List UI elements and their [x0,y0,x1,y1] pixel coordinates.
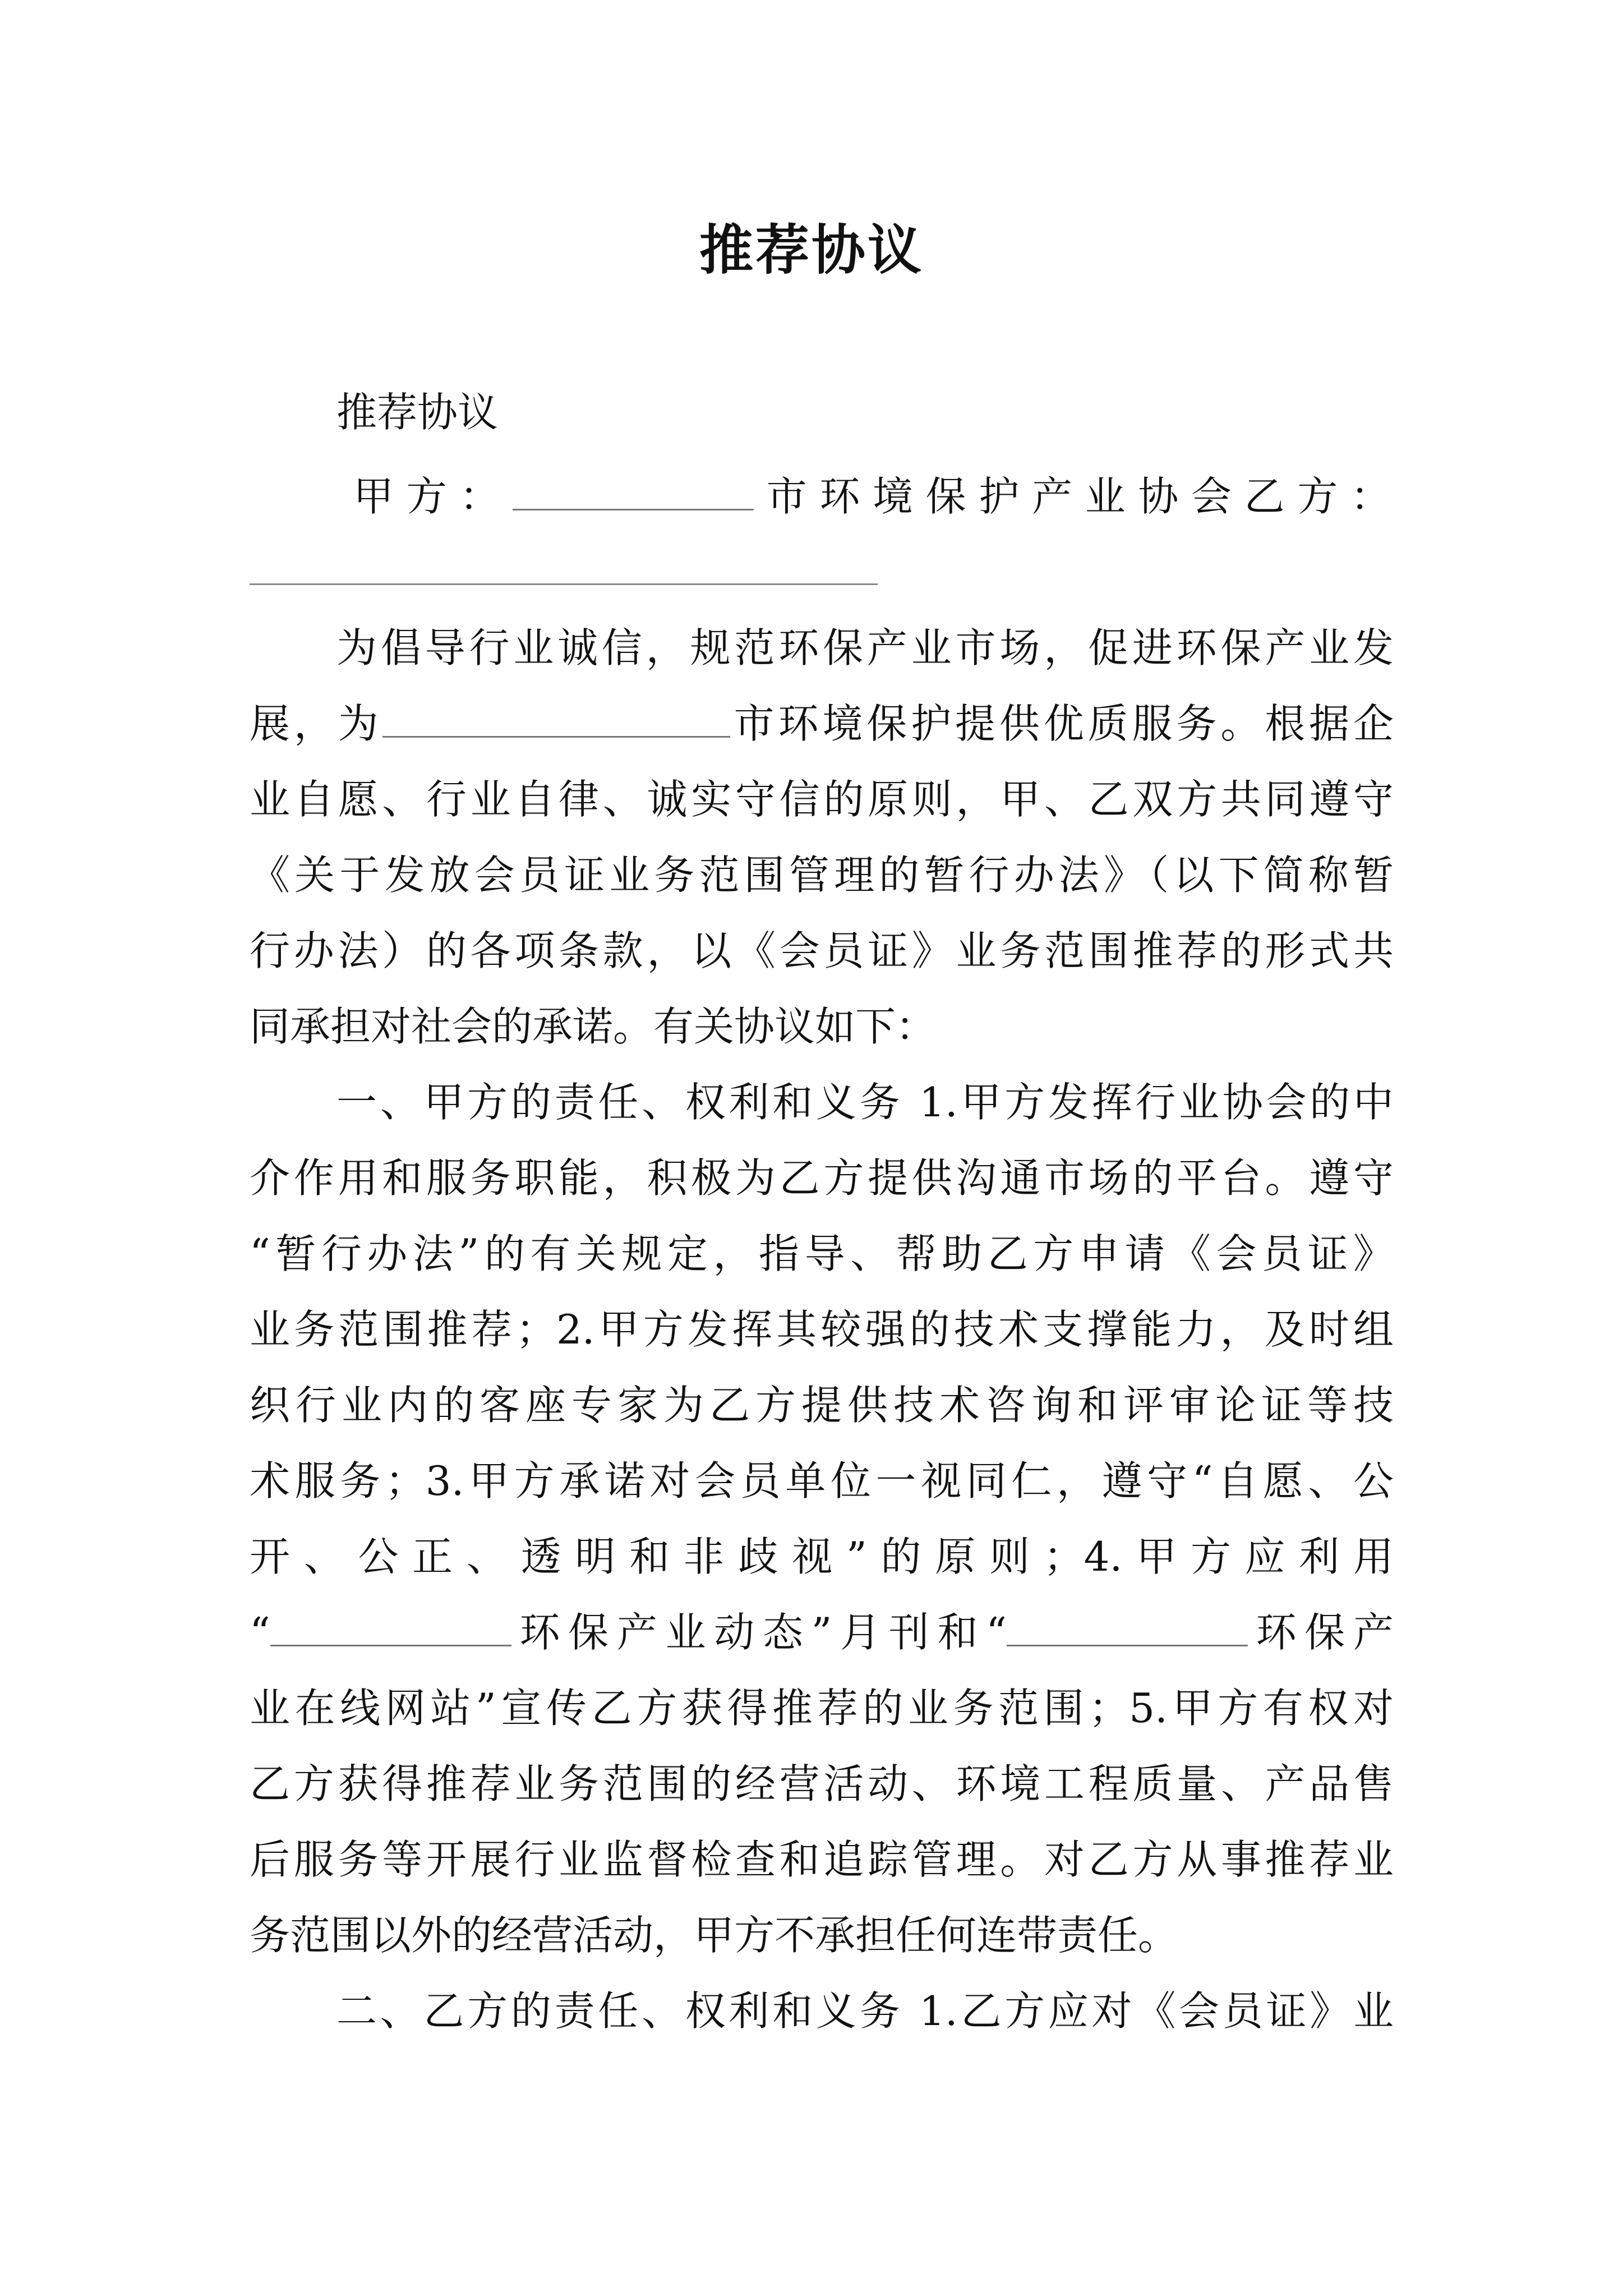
paragraph-line: 术服务；3.甲方承诺对会员单位一视同仁，遵守“自愿、公 [250,1457,1394,1504]
paragraph-line: 展，为 市环境保护提供优质服务。根据企 [250,700,1394,747]
paragraph-line: 乙方获得推荐业务范围的经营活动、环境工程质量、产品售 [250,1760,1394,1807]
paragraph-line: 务范围以外的经营活动，甲方不承担任何连带责任。 [250,1912,1179,1959]
paragraph-line: 织行业内的客座专家为乙方提供技术咨询和评审论证等技 [250,1382,1394,1429]
city-blank [382,701,730,738]
paragraph-line: 为倡导行业诚信，规范环保产业市场，促进环保产业发 [336,624,1394,671]
paragraph-line: 业在线网站”宣传乙方获得推荐的业务范围；5.甲方有权对 [250,1685,1394,1732]
paragraph-line: 开、公正、透明和非歧视”的原则；4.甲方应利用 [250,1533,1394,1580]
subtitle: 推荐协议 [336,389,499,436]
paragraph-line: 行办法）的各项条款，以《会员证》业务范围推荐的形式共 [250,927,1394,974]
paragraph-line: 介作用和服务职能，积极为乙方提供沟通市场的平台。遵守 [250,1154,1394,1202]
party-a-blank [513,474,754,510]
website-blank [1007,1610,1248,1646]
paragraph-line: 业自愿、行业自律、诚实守信的原则，甲、乙双方共同遵守 [250,776,1394,823]
paragraph-line: 业务范围推荐；2.甲方发挥其较强的技术支撑能力，及时组 [250,1306,1394,1353]
parties-line [353,471,1391,522]
section-two-heading: 二、乙方的责任、权利和义务 1.乙方应对《会员证》业 [336,1987,1394,2035]
party-b-label: 市环境保护产业协会乙方： [754,473,1391,520]
magazine-blank [270,1610,511,1646]
document-title: 推荐协议 [699,219,924,282]
section-one-heading: 一、甲方的责任、权利和义务 1.甲方发挥行业协会的中 [336,1079,1394,1126]
party-b-blank [250,583,878,585]
paragraph-line: 后服务等开展行业监督检查和追踪管理。对乙方从事推荐业 [250,1836,1394,1883]
party-a-label: 甲方： [353,473,513,520]
paragraph-line: “ 环保产业动态”月刊和“ 环保产 [250,1609,1394,1656]
paragraph-line: 同承担对社会的承诺。有关协议如下： [250,1003,937,1050]
paragraph-line: “暂行办法”的有关规定，指导、帮助乙方申请《会员证》 [250,1230,1394,1277]
paragraph-line: 《关于发放会员证业务范围管理的暂行办法》（以下简称暂 [250,852,1394,899]
